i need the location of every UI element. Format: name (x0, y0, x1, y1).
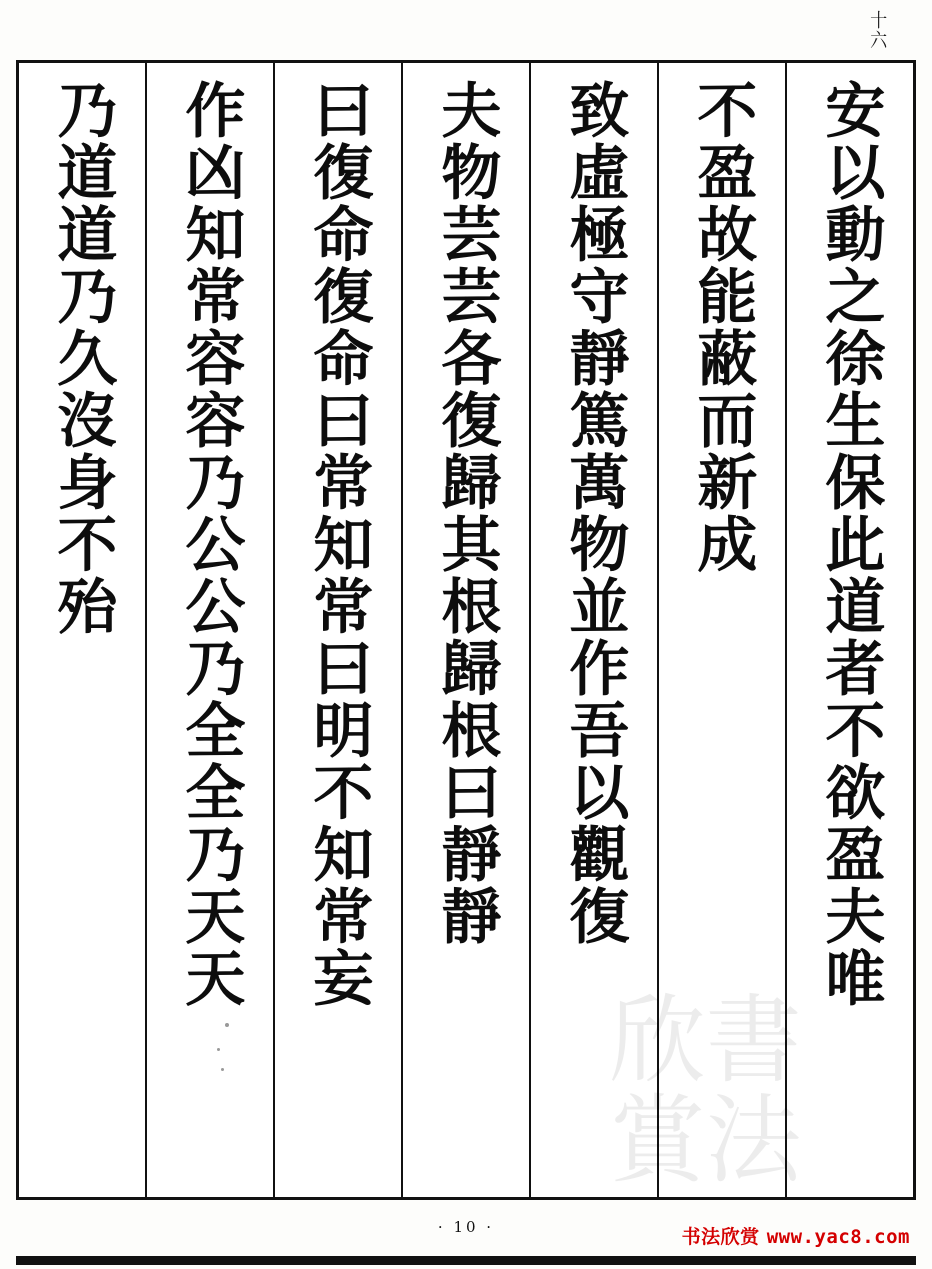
calligraphy-column-2-text: 不盈故能蔽而新成 (687, 78, 758, 576)
ink-speck (225, 1023, 229, 1027)
calligraphy-column-7 (19, 63, 145, 1197)
page-top-mark-text: 十六 (867, 10, 888, 50)
calligraphy-column-5 (273, 63, 401, 1197)
calligraphy-column-3 (529, 63, 657, 1197)
ink-speck (217, 1048, 220, 1051)
calligraphy-column-7-text: 乃道道乃久沒身不殆 (47, 78, 118, 638)
calligraphy-column-6 (145, 63, 273, 1197)
calligraphy-column-1-text: 安以動之徐生保此道者不欲盈夫唯 (815, 78, 886, 1010)
site-credit (682, 1222, 910, 1249)
calligraphy-column-6-text: 作凶知常容容乃公公乃全全乃天天 (175, 78, 246, 1010)
calligraphy-column-2 (657, 63, 785, 1197)
page-number: · 10 · (437, 1218, 495, 1236)
calligraphy-frame (16, 60, 916, 1200)
calligraphy-column-3-text: 致虛極守靜篤萬物並作吾以觀復 (559, 78, 630, 948)
site-credit-url: www.yac8.com (766, 1226, 910, 1248)
bottom-rule (16, 1256, 916, 1265)
calligraphy-column-4 (401, 63, 529, 1197)
calligraphy-column-1 (785, 63, 913, 1197)
calligraphy-column-4-text: 夫物芸芸各復歸其根歸根曰靜靜 (431, 78, 502, 948)
page-top-mark (0, 6, 932, 54)
calligraphy-column-5-text: 曰復命復命曰常知常曰明不知常妄 (303, 78, 374, 1010)
ink-speck (221, 1068, 224, 1071)
site-credit-label: 书法欣赏 (681, 1226, 760, 1248)
